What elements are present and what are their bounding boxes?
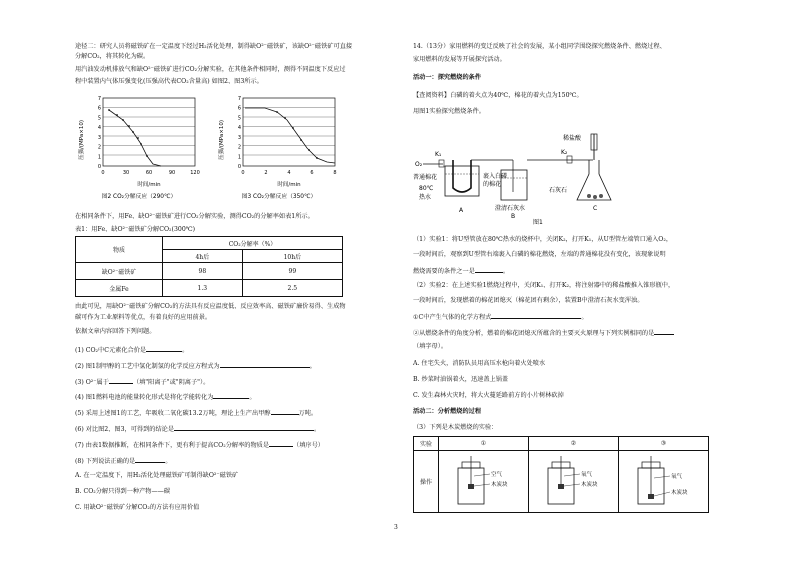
wrap-label: 裹入白磷 [483,173,508,180]
table-cell: 缺O²⁻磁铁矿 [76,263,163,280]
table-cell: 99 [242,263,342,280]
y-tick-label: 3 [237,134,241,141]
x-tick-label: 4 [287,170,291,176]
p1-line-2: 一段时间后，观察到U型管右端裹入白磷的棉花燃烧，左端的普通棉花没有变化，该现象说明 [413,251,666,258]
table-cell: 2.5 [242,280,342,297]
graph2-ylabel: 压强/(MPa×10) [79,120,85,160]
x-tick-label: 90 [168,170,176,176]
intro-line-4: 程中装置内气体压强变化(压强高代表CO₂含量高) 如图2、图3所示。 [75,78,263,85]
apparatus-figure-1 [413,130,643,226]
p2-line-1: （2）实验2：在上述实验1燃烧过程中，关闭K₁、打开K₂，将注射器中的稀盐酸推入锥形瓶中， [413,282,675,289]
table1-head-substance: 物质 [76,237,163,263]
question-6: (6) 对比图2、图3，可得到的结论是 。 [75,426,321,433]
water-label: 80℃ [419,185,434,192]
page-number: 3 [394,524,398,531]
k2-label: K₂ [561,149,568,156]
exp-head-label: 实验 [414,437,439,451]
table-cell: 金属Fe [76,280,163,297]
question-8: (8) 下列说法正确的是 。 [75,458,172,465]
y-tick-label: 2 [97,144,101,151]
p2-line-2: 一段时间后，发现燃着的棉花团熄灭（棉花团有剩余），装置B中澄清石灰水变浑浊。 [413,297,644,304]
y-tick-label: 7 [237,96,241,102]
cell2-label-2: 木炭块 [580,481,598,488]
graph3-ylabel: 压强/(MPa×10) [219,120,225,160]
option-b: B. CO₂分解只得到一种产物——碳 [75,488,171,495]
label-a: A [459,207,464,214]
k1-label: K₁ [435,151,442,158]
lime-water-label: 澄清石灰水 [495,205,526,212]
x-tick-label: 0 [241,170,245,176]
question-5: (5) 采用上述图1的工艺，年吸收二氧化碳13.2万吨，理论上生产出甲醇 万吨。 [75,410,318,417]
exp-cell-3 [619,451,709,513]
intro-line-2: 分解CO₂，将其转化为碳。 [75,53,150,60]
y-tick-label: 1 [237,154,241,161]
y-tick-label: 6 [237,105,241,112]
p5-line: （3）下列是木炭燃烧的实验： [413,424,498,431]
x-tick-label: 8 [333,170,337,176]
y-tick-label: 7 [97,96,101,102]
y-tick-label: 0 [97,164,101,170]
cell1-label-2: 木炭块 [490,481,508,488]
exp-head-2: ② [529,437,619,451]
water-label-2: 热水 [419,194,432,201]
conclusion-line-1: 由此可见，用缺O²⁻磁铁矿分解CO₂的方法具有反应温度低、反应效率高、磁铁矿廉价易得、生成物 [75,303,346,310]
graph2-xlabel: 时间/min [137,182,161,188]
jar-oxygen-burning-icon [624,454,704,508]
jar-air-icon [444,454,524,508]
graph-fig2 [75,90,200,205]
table-cell: 98 [163,263,243,280]
wrap-label-2: 的棉花 [483,181,502,188]
q14-line-1: 14.（13分）家用燃料的变迁反映了社会的发展，某小组同学围绕探究燃烧条件、燃烧过程、 [413,43,666,50]
y-tick-label: 2 [237,144,241,151]
exp-head-1: ① [439,437,529,451]
y-tick-label: 5 [237,115,241,122]
exp-head-3: ③ [619,437,709,451]
o2-label: O₂ [415,161,423,168]
question-4: (4) 图1燃料电池的能量转化形式是将化学能转化为 。 [75,394,256,401]
p4-line-1: ②从燃烧条件的角度分析，燃着的棉花团熄灭所蕴含的主要灭火原理与下列实例相同的是 [413,328,674,338]
table-cell: 1.3 [163,280,243,297]
label-b: B [511,213,516,220]
conclusion-line-2: 碳可作为工业原料等优点，有着良好的应用前景。 [75,314,212,321]
q14-line-2: 家用燃料的发展等开展探究活动。 [413,56,506,63]
intro-line-1: 途径二：研究人员将磁铁矿在一定温度下经过H₂活化处理，制得缺O²⁻磁铁矿，该缺O²⁻磁铁矿可直接 [75,43,353,50]
activity-2-title: 活动二：分析燃烧的过程 [413,408,482,415]
exp-cell-2 [529,451,619,513]
x-tick-label: 30 [122,170,130,176]
y-tick-label: 4 [97,125,101,132]
question-3: (3) O²⁻属于 （填"阳离子"或"阴离子"）。 [75,379,210,386]
exp-op-label: 操作 [414,451,439,513]
option-a-right: A. 住宅失火，消防队员用高压水枪向着火处喷水 [413,360,546,367]
y-tick-label: 1 [97,154,101,161]
jar-oxygen-icon [534,454,614,508]
table1-title: 表1：用Fe、缺O²⁻磁铁矿分解CO₂(300℃) [75,226,196,233]
intro-line-3: 用汽油发动机排放气和缺O²⁻磁铁矿进行CO₂分解实验，在其他条件相同时，测得不同温度下反应过 [75,66,346,73]
question-7: (7) 由表1数据推断，在相同条件下，更有利于提高CO₂分解率的物质是 （填序号） [75,442,324,449]
cell3-label-1: 氧气 [670,473,682,480]
option-b-right: B. 炒菜时油锅着火，迅速盖上锅盖 [413,376,509,383]
use-fig1: 用图1实验探究燃烧条件。 [413,108,485,115]
y-tick-label: 6 [97,105,101,112]
question-2: (2) 图1制甲醇的工艺中氢化制氢的化学反应方程式为 。 [75,363,316,370]
fig1-caption: 图1 [533,219,543,226]
label-c: C [593,205,598,212]
p4-line-2: （填字母）。 [413,343,448,350]
experiment-table [413,436,709,513]
cotton-label: 普通棉花 [413,174,438,181]
table1-sub-4h: 4h后 [163,250,243,263]
y-tick-label: 4 [237,125,241,132]
y-tick-label: 5 [97,115,101,122]
graph-fig3 [215,90,340,205]
activity-1-title: 活动一：探究燃烧的条件 [413,74,482,81]
option-c-right: C. 发生森林火灾时，将大火蔓延路前方的小片树林砍掉 [413,392,564,399]
stone-label: 石灰石 [549,187,568,194]
graph3-xlabel: 时间/min [277,182,301,188]
y-tick-label: 0 [237,164,241,170]
option-a: A. 在一定温度下，用H₂活化处理磁铁矿可制得缺O²⁻磁铁矿 [75,472,239,479]
p1-line-1: （1）实验1：将U型管放在80℃热水的烧杯中，关闭K₂，打开K₁，从U型管左端管口通入O₂， [413,236,673,243]
p1-line-3: 燃烧需要的条件之一是 。 [413,268,510,275]
acid-label: 稀盐酸 [563,135,582,142]
after-graph-text: 在相同条件下，用Fe、缺O²⁻磁铁矿进行CO₂分解实验，测得CO₂的分解率如表1所示。 [75,213,314,220]
x-tick-label: 120 [190,170,200,176]
cell3-label-2: 木炭块 [670,489,688,496]
graph2-caption: 图2 CO₂分解反应（290℃） [101,194,177,200]
cell2-label-1: 氧气 [580,471,592,478]
x-tick-label: 60 [145,170,153,176]
reference-info: 【查阅资料】白磷的着火点为40℃，棉花的着火点为150℃。 [413,92,583,99]
x-tick-label: 0 [101,170,105,176]
cell1-label-1: 空气 [490,471,502,478]
p3-line: ①C中产生气体的化学方程式 。 [413,314,588,321]
y-tick-label: 3 [97,134,101,141]
exp-cell-1 [439,451,529,513]
graph3-caption: 图3 CO₂分解反应（350℃） [241,194,317,200]
option-c: C. 用缺O²⁻磁铁矿分解CO₂的方法有应用价值 [75,504,200,511]
table1 [75,236,343,297]
table1-sub-10h: 10h后 [242,250,342,263]
table1-head-rate: CO₂分解率（%） [163,237,343,250]
x-tick-label: 6 [310,170,314,176]
prompt-text: 依据文章内容回答下列问题。 [75,328,156,335]
x-tick-label: 2 [264,170,268,176]
question-1: (1) CO₂中C元素化合价是 。 [75,347,189,354]
